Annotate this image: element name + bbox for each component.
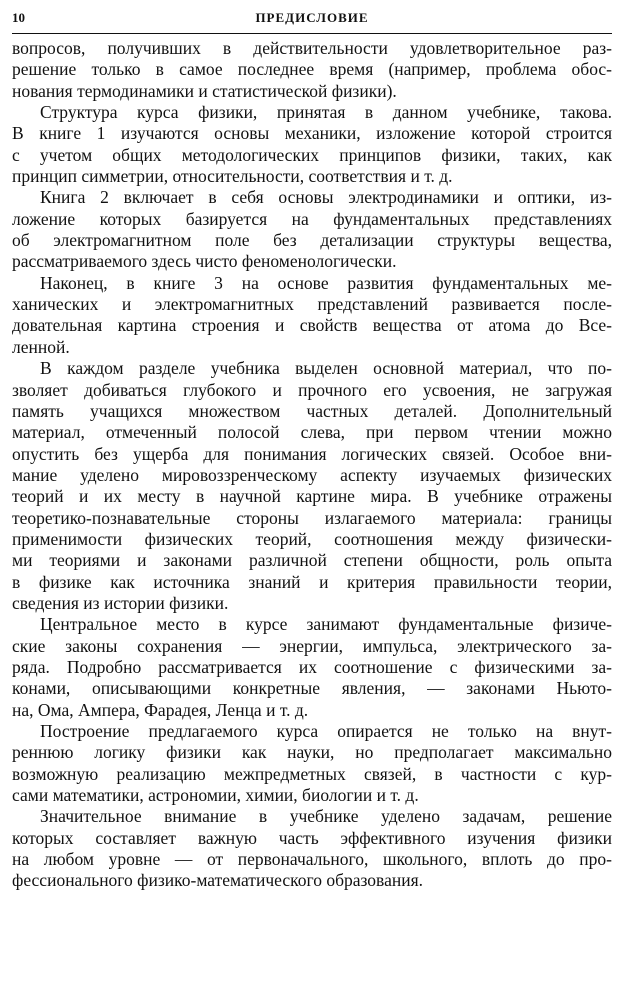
text-line: реннюю логику физики как науки, но предполагает максимально [12, 742, 612, 763]
text-line: Построение предлагаемого курса опирается не только на внут- [40, 721, 612, 741]
text-line: сведения из истории физики. [12, 592, 229, 613]
text-line: рассматриваемого здесь чисто феноменологически. [12, 251, 397, 272]
text-line: ми теориями и законами различной степени общности, роль опыта [12, 550, 612, 571]
text-line: память учащихся множеством частных деталей. Дополнительный [12, 400, 612, 421]
text-line: Структура курса физики, принятая в данном учебнике, такова. [40, 102, 612, 123]
text-line: фессионального физико-математического образования. [12, 870, 424, 891]
text-line: нования термодинамики и статистической физики). [12, 80, 397, 101]
book-page [12, 0, 612, 891]
text-line: вопросов, получивших в действительности удовлетворительное раз- [12, 38, 612, 58]
text-line: материал, отмеченный полосой слева, при первом чтении можно [12, 422, 612, 443]
text-line: применимости физических теорий, соотношения между физически- [12, 528, 612, 549]
text-line: об электромагнитном поле без детализации структуры вещества, [12, 230, 612, 251]
text-line: теорий и их месту в научной картине мира. В учебнике отражены [12, 486, 612, 507]
text-line: ряда. Подробно рассматривается их соотношение с физическими за- [12, 656, 612, 677]
text-line: ханических и электромагнитных представлений развивается после- [12, 294, 612, 315]
text-line: конами, описывающими конкретные явления, — законами Ньюто- [12, 678, 612, 699]
text-line: теоретико-познавательные стороны излагаемого материала: границы [12, 507, 612, 528]
text-line: Наконец, в книге 3 на основе развития фундаментальных ме- [40, 272, 612, 293]
text-line: ленной. [12, 336, 70, 357]
text-line: с учетом общих методологических принципов физики, таких, как [12, 144, 612, 165]
text-line: Книга 2 включает в себя основы электродинамики и оптики, из- [40, 187, 612, 208]
text-line: Значительное внимание в учебнике уделено задачам, решение [40, 806, 612, 827]
page-number: 10 [12, 10, 25, 25]
text-line: на любом уровне — от первоначального, школьного, вплоть до про- [12, 849, 612, 870]
running-head [12, 0, 612, 26]
text-line: зволяет добиваться глубокого и прочного его усвоения, не загружая [12, 379, 612, 400]
body-text [12, 38, 612, 892]
text-line: Центральное место в курсе занимают фундаментальные физиче- [40, 614, 612, 635]
text-line: которых составляет важную часть эффективного изучения физики [12, 827, 612, 848]
text-line: в физике как источника знаний и критерия правильности теории, [12, 571, 612, 592]
text-line: мание уделено мировоззренческому аспекту изучаемых физических [12, 464, 612, 485]
text-line: принцип симметрии, относительности, соответствия и т. д. [12, 166, 453, 187]
text-line: решение только в самое последнее время (например, проблема обос- [12, 59, 612, 80]
text-line: на, Ома, Ампера, Фарадея, Ленца и т. д. [12, 699, 309, 720]
text-line: опустить без ущерба для понимания логических связей. Особое вни- [12, 443, 612, 464]
text-line: довательная картина строения и свойств вещества от атома до Все- [12, 315, 612, 336]
text-line: возможную реализацию межпредметных связей, в частности с кур- [12, 763, 612, 784]
running-title: ПРЕДИСЛОВИЕ [255, 10, 369, 25]
text-line: В каждом разделе учебника выделен основной материал, что по- [40, 358, 612, 379]
text-line: сами математики, астрономии, химии, биологии и т. д. [12, 785, 419, 806]
text-line: В книге 1 изучаются основы механики, изложение которой строится [12, 123, 612, 144]
text-line: ложение которых базируется на фундаментальных представлениях [12, 208, 612, 229]
header-rule [12, 33, 612, 34]
text-line: ские законы сохранения — энергии, импульса, электрического за- [12, 635, 612, 656]
